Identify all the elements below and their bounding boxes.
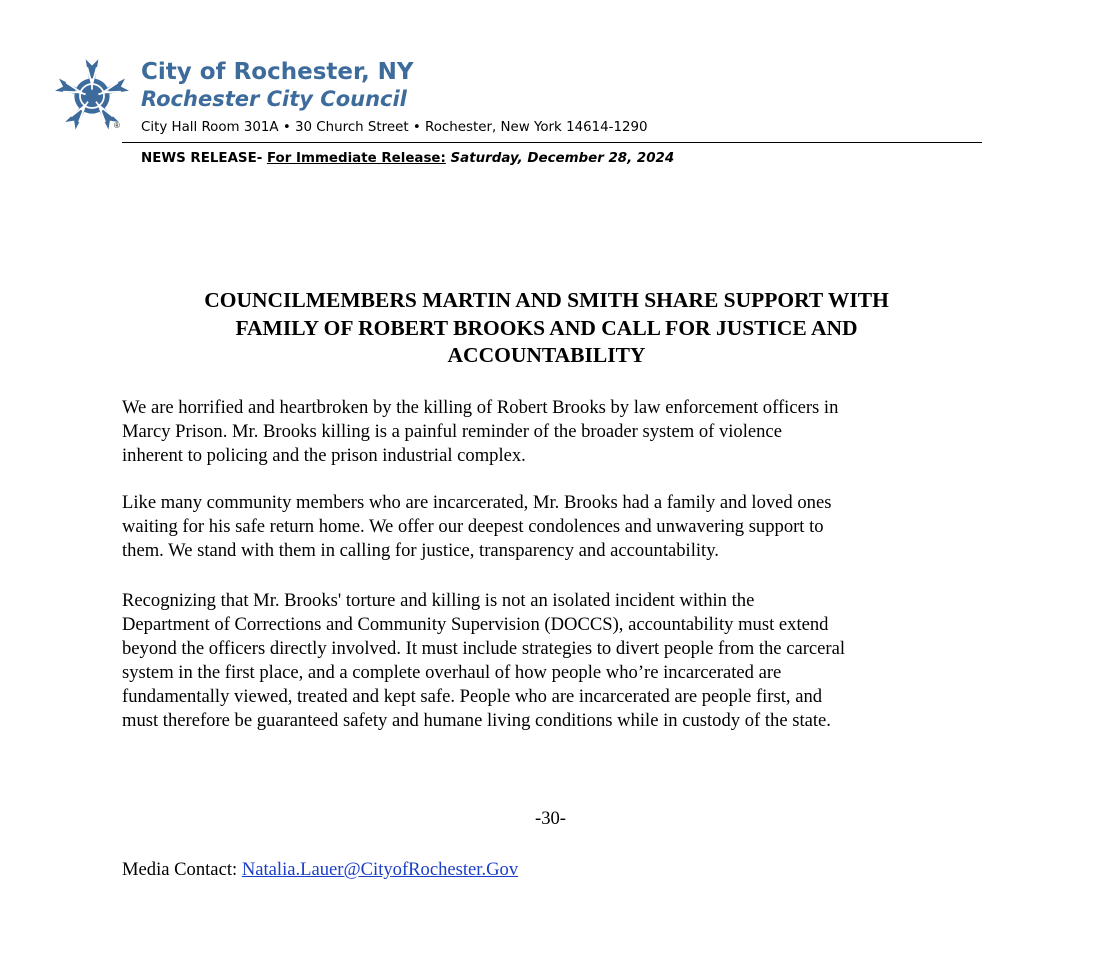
paragraph-line: Department of Corrections and Community Supervision (DOCCS), accountability must extend <box>122 614 829 635</box>
org-subtitle: Rochester City Council <box>141 87 407 111</box>
release-label: NEWS RELEASE- <box>141 151 267 166</box>
paragraph-line: beyond the officers directly involved. It must include strategies to divert people from the carceral <box>122 638 846 659</box>
header-divider <box>122 142 982 143</box>
paragraph-2 <box>122 491 982 563</box>
immediate-release-label: For Immediate Release: <box>266 151 446 166</box>
paragraph-line: Like many community members who are incarcerated, Mr. Brooks had a family and loved ones <box>122 492 832 513</box>
address-line: City Hall Room 301A • 30 Church Street • Rochester, New York 14614-1290 <box>141 120 648 135</box>
paragraph-line: We are horrified and heartbroken by the killing of Robert Brooks by law enforcement officers in <box>122 397 839 418</box>
paragraph-line: inherent to policing and the prison industrial complex. <box>122 445 526 466</box>
paragraph-line: Recognizing that Mr. Brooks' torture and killing is not an isolated incident within the <box>122 590 755 611</box>
release-line <box>141 151 674 166</box>
paragraph-line: waiting for his safe return home. We offer our deepest condolences and unwavering support to <box>122 516 824 537</box>
rochester-flower-logo-icon <box>52 56 132 136</box>
org-name: City of Rochester, NY <box>141 59 414 85</box>
end-mark: -30- <box>535 808 566 829</box>
media-contact-label: Media Contact: <box>122 859 242 880</box>
paragraph-line: fundamentally viewed, treated and kept safe. People who are incarcerated are people first, and <box>122 686 823 707</box>
paragraph-1 <box>122 396 982 468</box>
media-contact <box>122 859 518 881</box>
paragraph-line: them. We stand with them in calling for justice, transparency and accountability. <box>122 540 719 561</box>
headline <box>100 287 993 370</box>
paragraph-3 <box>122 589 982 733</box>
paragraph-line: Marcy Prison. Mr. Brooks killing is a painful reminder of the broader system of violence <box>122 421 782 442</box>
media-contact-email-link[interactable]: Natalia.Lauer@CityofRochester.Gov <box>241 859 519 880</box>
headline-line: ACCOUNTABILITY <box>447 343 646 367</box>
paragraph-line: system in the first place, and a complete overhaul of how people who’re incarcerated are <box>122 662 782 683</box>
registered-mark: ® <box>114 121 120 130</box>
headline-line: FAMILY OF ROBERT BROOKS AND CALL FOR JUSTICE AND <box>235 315 858 340</box>
headline-line: COUNCILMEMBERS MARTIN AND SMITH SHARE SUPPORT WITH <box>204 288 889 312</box>
release-date: Saturday, December 28, 2024 <box>445 151 675 166</box>
paragraph-line: must therefore be guaranteed safety and humane living conditions while in custody of the state. <box>122 710 831 731</box>
